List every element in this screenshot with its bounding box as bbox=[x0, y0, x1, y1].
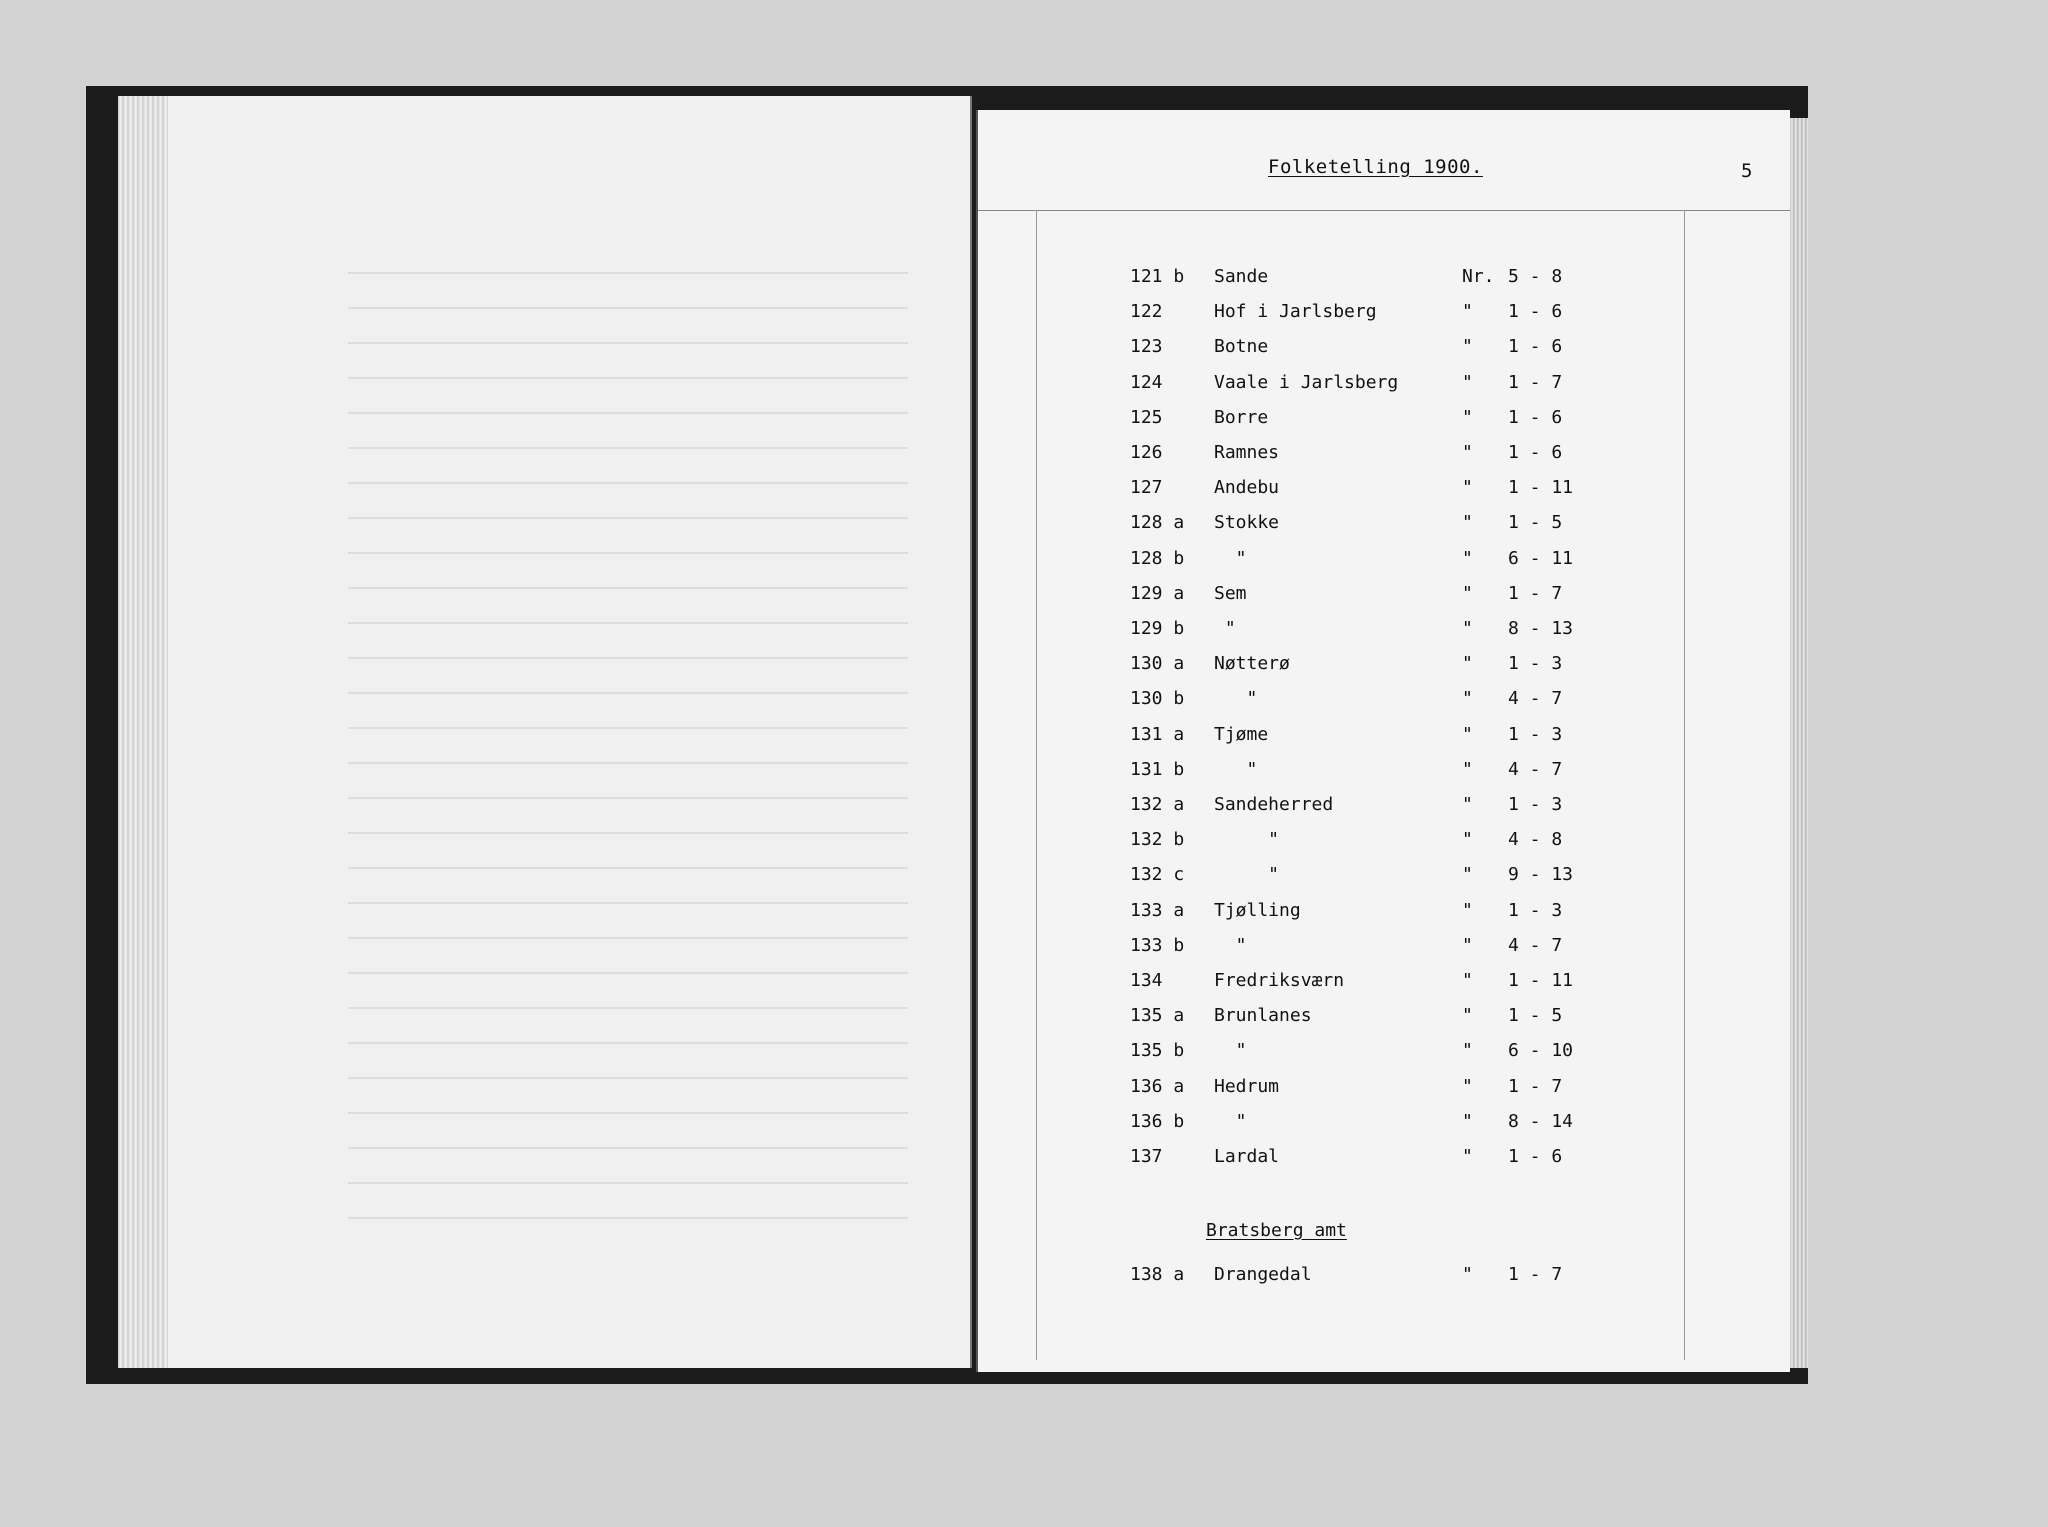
entry-number: 132 b bbox=[1130, 829, 1185, 851]
entry-range: 1 - 3 bbox=[1508, 723, 1563, 745]
entry-number: 138 a bbox=[1130, 1264, 1185, 1285]
entry-nr: " bbox=[1462, 477, 1473, 499]
entry-nr: " bbox=[1462, 970, 1473, 991]
entry-place: Hedrum bbox=[1214, 1075, 1280, 1097]
entry-nr: " bbox=[1462, 1264, 1473, 1285]
entry-range: 1 - 3 bbox=[1508, 899, 1563, 921]
entry-nr: " bbox=[1462, 301, 1473, 323]
entry-place: Hof i Jarlsberg bbox=[1214, 301, 1377, 323]
entry-nr: " bbox=[1462, 406, 1473, 428]
entry-number: 136 a bbox=[1130, 1075, 1185, 1097]
right-page bbox=[976, 110, 1790, 1372]
entry-range: 8 - 14 bbox=[1508, 1110, 1574, 1132]
entry-number: 135 a bbox=[1130, 1005, 1185, 1027]
entry-range: 1 - 6 bbox=[1508, 301, 1563, 323]
entry-range: 9 - 13 bbox=[1508, 864, 1574, 886]
entry-nr: " bbox=[1462, 371, 1473, 393]
entry-number: 129 b bbox=[1130, 618, 1185, 639]
entry-range: 4 - 7 bbox=[1508, 934, 1563, 956]
entry-place: Tjølling bbox=[1214, 899, 1301, 921]
entry-nr: " bbox=[1462, 618, 1473, 639]
entry-range: 1 - 6 bbox=[1508, 1146, 1563, 1167]
entry-range: 1 - 3 bbox=[1508, 794, 1563, 815]
page-edges bbox=[118, 96, 168, 1368]
entry-place: Botne bbox=[1214, 336, 1269, 358]
entry-place: Lardal bbox=[1214, 1146, 1280, 1167]
entry-number: 129 a bbox=[1130, 582, 1185, 604]
entry-nr: " bbox=[1462, 688, 1473, 710]
entry-range: 1 - 3 bbox=[1508, 653, 1563, 675]
entry-place: " bbox=[1214, 688, 1258, 710]
entry-nr: " bbox=[1462, 1005, 1473, 1027]
entry-number: 123 bbox=[1130, 336, 1163, 358]
entry-place: Brunlanes bbox=[1214, 1005, 1312, 1027]
entry-range: 1 - 5 bbox=[1508, 1005, 1563, 1027]
entry-place: Sem bbox=[1214, 582, 1247, 604]
bleed-through-text bbox=[348, 246, 908, 1246]
entry-number: 134 bbox=[1130, 970, 1163, 991]
entry-nr: " bbox=[1462, 829, 1473, 851]
entry-nr: " bbox=[1462, 442, 1473, 463]
entry-place: " bbox=[1214, 758, 1258, 780]
page-title: Folketelling 1900. bbox=[1268, 156, 1483, 178]
entry-place: Stokke bbox=[1214, 512, 1280, 534]
entry-place: Drangedal bbox=[1214, 1264, 1312, 1285]
entry-place: " bbox=[1214, 618, 1236, 639]
entry-number: 128 a bbox=[1130, 512, 1185, 534]
entry-number: 124 bbox=[1130, 371, 1163, 393]
entry-place: Nøtterø bbox=[1214, 653, 1290, 675]
entry-place: " bbox=[1214, 829, 1280, 851]
entry-range: 1 - 11 bbox=[1508, 477, 1574, 499]
entry-place: " bbox=[1214, 547, 1247, 569]
entry-number: 135 b bbox=[1130, 1040, 1185, 1062]
entry-number: 132 a bbox=[1130, 794, 1185, 815]
entry-nr: " bbox=[1462, 512, 1473, 534]
entry-nr: " bbox=[1462, 794, 1473, 815]
entry-range: 6 - 11 bbox=[1508, 547, 1574, 569]
entry-range: 1 - 6 bbox=[1508, 406, 1563, 428]
entry-number: 121 b bbox=[1130, 266, 1185, 287]
entry-number: 131 b bbox=[1130, 758, 1185, 780]
entry-range: 4 - 7 bbox=[1508, 758, 1563, 780]
entry-range: 1 - 7 bbox=[1508, 1264, 1563, 1285]
entry-place: " bbox=[1214, 864, 1280, 886]
right-page-edges bbox=[1790, 118, 1808, 1368]
entry-place: Fredriksværn bbox=[1214, 970, 1345, 991]
entry-number: 128 b bbox=[1130, 547, 1185, 569]
entry-range: 8 - 13 bbox=[1508, 618, 1574, 639]
entry-nr: " bbox=[1462, 864, 1473, 886]
entry-number: 132 c bbox=[1130, 864, 1185, 886]
page-number: 5 bbox=[1741, 160, 1753, 182]
entry-number: 126 bbox=[1130, 442, 1163, 463]
entry-number: 130 b bbox=[1130, 688, 1185, 710]
entry-nr: " bbox=[1462, 336, 1473, 358]
entry-range: 5 - 8 bbox=[1508, 266, 1563, 287]
entry-nr: " bbox=[1462, 1146, 1473, 1167]
entry-range: 1 - 11 bbox=[1508, 970, 1574, 991]
entry-nr: " bbox=[1462, 758, 1473, 780]
entry-number: 136 b bbox=[1130, 1110, 1185, 1132]
section-heading: Bratsberg amt bbox=[1206, 1220, 1347, 1241]
entry-nr: " bbox=[1462, 547, 1473, 569]
entry-nr: " bbox=[1462, 653, 1473, 675]
entry-number: 125 bbox=[1130, 406, 1163, 428]
entry-place: Sande bbox=[1214, 266, 1269, 287]
entry-place: Borre bbox=[1214, 406, 1269, 428]
entry-nr: " bbox=[1462, 723, 1473, 745]
entry-range: 6 - 10 bbox=[1508, 1040, 1574, 1062]
entry-place: Andebu bbox=[1214, 477, 1280, 499]
entry-number: 122 bbox=[1130, 301, 1163, 323]
left-margin-rule bbox=[1036, 210, 1037, 1360]
entry-range: 1 - 7 bbox=[1508, 1075, 1563, 1097]
entry-number: 127 bbox=[1130, 477, 1163, 499]
entry-range: 1 - 7 bbox=[1508, 582, 1563, 604]
entry-place: Ramnes bbox=[1214, 442, 1280, 463]
entry-nr: " bbox=[1462, 1110, 1473, 1132]
entry-place: Vaale i Jarlsberg bbox=[1214, 371, 1399, 393]
entry-nr: " bbox=[1462, 934, 1473, 956]
entry-number: 133 b bbox=[1130, 934, 1185, 956]
entry-place: Sandeherred bbox=[1214, 794, 1334, 815]
entry-range: 1 - 6 bbox=[1508, 442, 1563, 463]
entry-number: 133 a bbox=[1130, 899, 1185, 921]
entry-nr: " bbox=[1462, 1075, 1473, 1097]
entry-nr: Nr. bbox=[1462, 266, 1495, 287]
entry-place: " bbox=[1214, 1040, 1247, 1062]
entry-range: 4 - 7 bbox=[1508, 688, 1563, 710]
entry-nr: " bbox=[1462, 1040, 1473, 1062]
entry-number: 130 a bbox=[1130, 653, 1185, 675]
entry-place: " bbox=[1214, 934, 1247, 956]
entry-range: 4 - 8 bbox=[1508, 829, 1563, 851]
entry-range: 1 - 6 bbox=[1508, 336, 1563, 358]
entry-range: 1 - 7 bbox=[1508, 371, 1563, 393]
entry-number: 137 bbox=[1130, 1146, 1163, 1167]
entry-number: 131 a bbox=[1130, 723, 1185, 745]
entry-nr: " bbox=[1462, 899, 1473, 921]
entry-place: Tjøme bbox=[1214, 723, 1269, 745]
entry-place: " bbox=[1214, 1110, 1247, 1132]
entry-nr: " bbox=[1462, 582, 1473, 604]
left-page bbox=[118, 96, 972, 1368]
header-rule bbox=[978, 210, 1790, 211]
right-margin-rule bbox=[1684, 210, 1685, 1360]
entry-range: 1 - 5 bbox=[1508, 512, 1563, 534]
